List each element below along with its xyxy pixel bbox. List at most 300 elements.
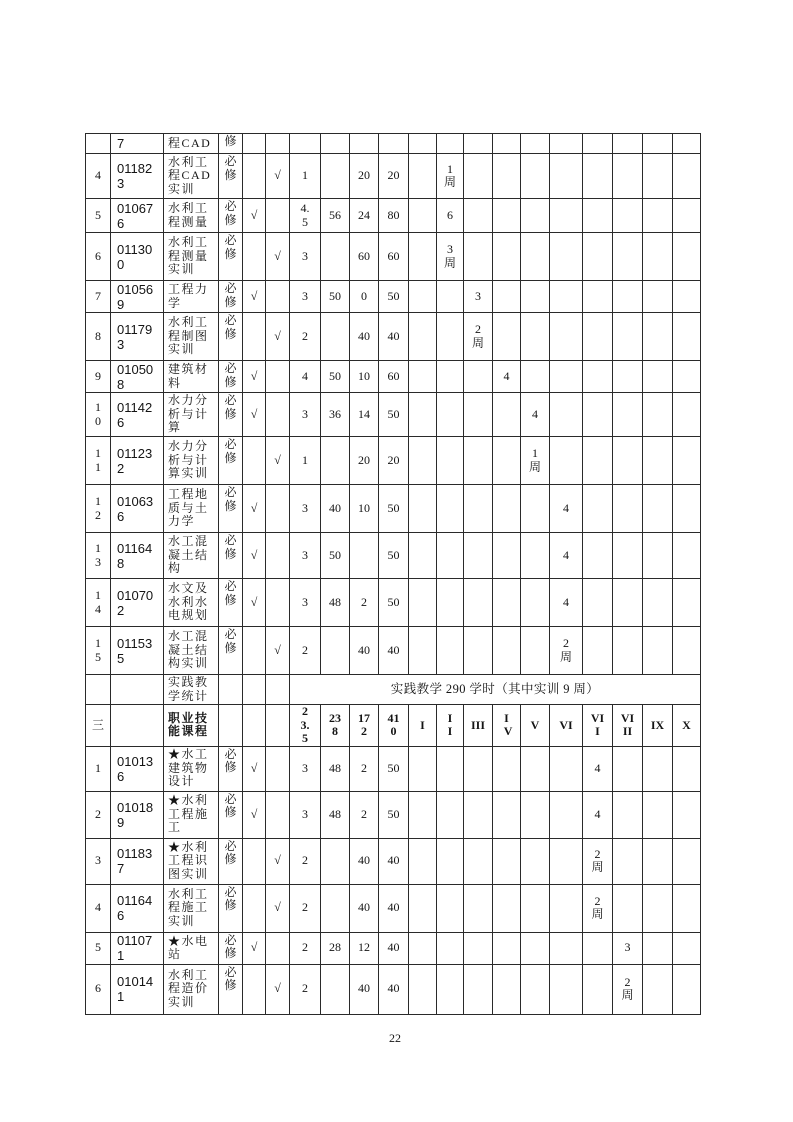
course-nature-text: 必修 xyxy=(224,361,237,389)
course-number-text: 3 xyxy=(95,853,101,868)
total-hours-text: 50 xyxy=(387,500,400,515)
course-code xyxy=(111,627,164,675)
exam-check xyxy=(243,884,266,932)
total-hours xyxy=(379,579,409,627)
theory-hours xyxy=(321,964,350,1014)
semester-10-cell xyxy=(673,281,701,313)
semester-5-cell xyxy=(521,313,550,361)
semester-header-3-text: III xyxy=(470,717,485,732)
theory-hours xyxy=(321,437,350,485)
course-code xyxy=(111,313,164,361)
semester-header-1-text: I xyxy=(420,717,425,732)
semester-3-cell xyxy=(464,485,493,533)
semester-4-cell xyxy=(493,233,521,281)
semester-6-cell xyxy=(550,884,583,932)
semester-1-cell xyxy=(409,199,437,233)
semester-header-3 xyxy=(464,705,493,747)
course-number-text: 1 xyxy=(95,760,101,775)
assessment-check-text: √ xyxy=(274,248,281,263)
semester-8-cell xyxy=(613,884,643,932)
semester-8-cell xyxy=(613,233,643,281)
theory-hours xyxy=(321,884,350,932)
semester-8-cell xyxy=(613,746,643,791)
course-number-text: 10 xyxy=(95,400,101,428)
section-title xyxy=(164,705,219,747)
semester-4-cell xyxy=(493,393,521,437)
total-hours xyxy=(379,791,409,838)
semester-1-cell xyxy=(409,233,437,281)
semester-4-cell xyxy=(493,838,521,884)
course-nature xyxy=(219,134,243,154)
semester-3-cell xyxy=(464,393,493,437)
credits xyxy=(290,964,321,1014)
semester-10-cell xyxy=(673,932,701,964)
semester-2-cell xyxy=(437,884,464,932)
course-name-text: 水力分析与计算 xyxy=(168,393,209,435)
course-code xyxy=(111,705,164,747)
semester-7-cell xyxy=(583,932,613,964)
semester-7-cell xyxy=(583,579,613,627)
semester-1-cell xyxy=(409,838,437,884)
semester-2-cell xyxy=(437,932,464,964)
course-number-text: 6 xyxy=(95,981,101,996)
semester-3-cell xyxy=(464,884,493,932)
credits-text: 2 xyxy=(301,981,308,996)
semester-8-cell xyxy=(613,485,643,533)
semester-3-cell-text: 2周 xyxy=(471,322,484,350)
course-name-text: 工程力学 xyxy=(168,282,209,310)
semester-4-cell xyxy=(493,964,521,1014)
course-name xyxy=(164,485,219,533)
semester-7-cell xyxy=(583,154,613,199)
course-row xyxy=(86,533,701,579)
total-hours xyxy=(379,154,409,199)
course-name-text: ★水利工程识图实训 xyxy=(168,839,209,881)
semester-7-cell xyxy=(583,393,613,437)
total-hours-text: 50 xyxy=(387,594,400,609)
semester-7-cell xyxy=(583,485,613,533)
theory-hours-text: 36 xyxy=(328,406,341,421)
semester-6-cell xyxy=(550,627,583,675)
credits xyxy=(290,884,321,932)
practice-hours-text: 24 xyxy=(357,207,370,222)
course-row xyxy=(86,746,701,791)
course-row xyxy=(86,884,701,932)
semester-4-cell xyxy=(493,313,521,361)
course-row xyxy=(86,485,701,533)
exam-check-text: √ xyxy=(250,940,258,955)
theory-hours xyxy=(321,627,350,675)
course-row xyxy=(86,579,701,627)
semester-5-cell xyxy=(521,199,550,233)
course-number-text: 4 xyxy=(95,168,101,183)
semester-7-cell-text: 2周 xyxy=(591,846,604,874)
semester-4-cell xyxy=(493,485,521,533)
exam-check xyxy=(243,485,266,533)
course-code-text: 011535 xyxy=(117,635,153,666)
credits xyxy=(290,579,321,627)
semester-6-cell xyxy=(550,134,583,154)
exam-check-text: √ xyxy=(250,288,258,303)
credits-text: 3 xyxy=(301,500,308,515)
course-code-text: 011646 xyxy=(117,893,153,923)
semester-6-cell xyxy=(550,281,583,313)
semester-5-cell xyxy=(521,233,550,281)
theory-hours xyxy=(321,199,350,233)
semester-8-cell xyxy=(613,313,643,361)
semester-8-cell xyxy=(613,134,643,154)
practice-hours xyxy=(350,361,379,393)
course-name xyxy=(164,627,219,675)
assessment-check xyxy=(266,579,290,627)
semester-3-cell xyxy=(464,134,493,154)
section-number xyxy=(86,705,111,747)
semester-9-cell xyxy=(643,884,673,932)
semester-2-cell-text: 3周 xyxy=(443,242,456,270)
credits xyxy=(290,485,321,533)
semester-6-cell xyxy=(550,437,583,485)
semester-header-4 xyxy=(493,705,521,747)
semester-7-cell-text: 4 xyxy=(594,760,601,775)
semester-9-cell xyxy=(643,199,673,233)
course-code-text: 011823 xyxy=(117,161,153,191)
practice-hours-text: 2 xyxy=(360,594,367,609)
course-number xyxy=(86,533,111,579)
semester-5-cell xyxy=(521,134,550,154)
credits xyxy=(290,134,321,154)
practice-hours-text: 40 xyxy=(357,642,370,657)
theory-hours xyxy=(321,134,350,154)
course-nature-text: 必修 xyxy=(224,393,237,421)
semester-4-cell xyxy=(493,281,521,313)
course-row xyxy=(86,393,701,437)
exam-check-text: √ xyxy=(250,806,258,821)
course-code-text: 010189 xyxy=(117,799,154,830)
exam-check xyxy=(243,154,266,199)
assessment-check-text: √ xyxy=(274,981,281,996)
semester-1-cell xyxy=(409,579,437,627)
total-hours xyxy=(379,838,409,884)
course-code-text: 7 xyxy=(117,136,125,151)
semester-8-cell xyxy=(613,361,643,393)
semester-header-8 xyxy=(613,705,643,747)
course-number-text: 2 xyxy=(95,806,101,821)
course-name-text: 工程地质与土力学 xyxy=(168,487,209,529)
course-code xyxy=(111,361,164,393)
assessment-check xyxy=(266,932,290,964)
exam-check-text: √ xyxy=(250,594,258,609)
theory-hours xyxy=(321,361,350,393)
semester-10-cell xyxy=(673,579,701,627)
semester-10-cell xyxy=(673,233,701,281)
semester-5-cell xyxy=(521,485,550,533)
practice-hours xyxy=(350,838,379,884)
exam-check xyxy=(243,932,266,964)
assessment-check xyxy=(266,233,290,281)
assessment-check xyxy=(266,134,290,154)
total-hours-text: 60 xyxy=(387,368,400,383)
practice-hours-text: 2 xyxy=(360,806,367,821)
course-code-text: 010569 xyxy=(117,281,154,312)
semester-6-cell xyxy=(550,838,583,884)
course-name-text: 水利工程制图实训 xyxy=(168,315,209,357)
course-name xyxy=(164,393,219,437)
credits-text: 3 xyxy=(301,288,308,303)
course-row xyxy=(86,627,701,675)
assessment-check xyxy=(266,437,290,485)
course-number xyxy=(86,675,111,705)
course-code-text: 011232 xyxy=(117,445,153,476)
semester-header-7-text: VII xyxy=(590,710,605,739)
course-row xyxy=(86,932,701,964)
semester-4-cell xyxy=(493,884,521,932)
course-nature-text: 必修 xyxy=(224,485,237,513)
semester-6-cell xyxy=(550,393,583,437)
semester-1-cell xyxy=(409,964,437,1014)
practice-hours-text: 40 xyxy=(357,981,370,996)
semester-10-cell xyxy=(673,746,701,791)
total-hours xyxy=(379,964,409,1014)
semester-8-cell xyxy=(613,437,643,485)
total-hours-text: 20 xyxy=(387,168,400,183)
total-hours xyxy=(379,627,409,675)
exam-check-text: √ xyxy=(250,207,258,222)
course-nature xyxy=(219,199,243,233)
course-name xyxy=(164,932,219,964)
course-name-text: 水文及水利水电规划 xyxy=(168,581,209,623)
credits-text: 3 xyxy=(301,760,308,775)
exam-check xyxy=(243,361,266,393)
semester-4-cell xyxy=(493,791,521,838)
course-name xyxy=(164,838,219,884)
exam-check xyxy=(243,134,266,154)
course-nature-text: 必修 xyxy=(224,932,237,960)
semester-7-cell-text: 4 xyxy=(594,806,601,821)
course-code xyxy=(111,579,164,627)
course-nature-text: 必修 xyxy=(224,627,237,655)
assessment-check xyxy=(266,838,290,884)
semester-10-cell xyxy=(673,533,701,579)
semester-header-5-text: V xyxy=(530,717,540,732)
credits-text: 4 xyxy=(301,368,308,383)
practice-hours-text: 12 xyxy=(357,940,370,955)
theory-hours xyxy=(321,313,350,361)
total-hours-text: 40 xyxy=(387,642,400,657)
semester-10-cell xyxy=(673,964,701,1014)
semester-9-cell xyxy=(643,437,673,485)
assessment-check-text: √ xyxy=(274,168,281,183)
practice-hours xyxy=(350,199,379,233)
credits xyxy=(290,393,321,437)
semester-2-cell xyxy=(437,627,464,675)
course-code xyxy=(111,791,164,838)
credits xyxy=(290,281,321,313)
course-number-text: 14 xyxy=(95,588,101,616)
credits xyxy=(290,746,321,791)
semester-4-cell xyxy=(493,361,521,393)
credits-text: 2 xyxy=(301,328,308,343)
semester-5-cell xyxy=(521,746,550,791)
credits-text: 3 xyxy=(301,248,308,263)
semester-6-cell xyxy=(550,199,583,233)
summary-text-text: 实践教学 290 学时（其中实训 9 周） xyxy=(390,681,600,696)
course-nature-text: 必修 xyxy=(224,838,237,866)
semester-10-cell xyxy=(673,154,701,199)
total-hours-text: 50 xyxy=(387,406,400,421)
course-nature xyxy=(219,393,243,437)
practice-hours xyxy=(350,437,379,485)
total-hours xyxy=(379,533,409,579)
section-theory-hours-text: 238 xyxy=(328,710,341,739)
semester-10-cell xyxy=(673,361,701,393)
course-number xyxy=(86,393,111,437)
total-hours-text: 40 xyxy=(387,853,400,868)
semester-5-cell xyxy=(521,791,550,838)
credits-text: 2 xyxy=(301,940,308,955)
semester-1-cell xyxy=(409,627,437,675)
semester-10-cell xyxy=(673,199,701,233)
course-number-text: 9 xyxy=(95,368,101,383)
assessment-check xyxy=(266,313,290,361)
semester-3-cell xyxy=(464,838,493,884)
semester-6-cell-text: 4 xyxy=(563,594,569,609)
semester-5-cell xyxy=(521,393,550,437)
practice-hours xyxy=(350,964,379,1014)
course-number-text: 12 xyxy=(95,494,101,522)
course-name-text: ★水利工程施工 xyxy=(168,793,209,835)
total-hours xyxy=(379,437,409,485)
semester-7-cell xyxy=(583,627,613,675)
semester-5-cell xyxy=(521,361,550,393)
total-hours xyxy=(379,313,409,361)
theory-hours-text: 50 xyxy=(328,368,341,383)
course-number xyxy=(86,791,111,838)
semester-1-cell xyxy=(409,746,437,791)
credits-text: 1 xyxy=(301,452,308,467)
course-number xyxy=(86,313,111,361)
exam-check xyxy=(243,313,266,361)
practice-hours xyxy=(350,313,379,361)
semester-9-cell xyxy=(643,361,673,393)
assessment-check-text: √ xyxy=(274,452,281,467)
semester-1-cell xyxy=(409,437,437,485)
semester-9-cell xyxy=(643,579,673,627)
semester-7-cell-text: 2周 xyxy=(591,893,604,921)
course-name-text: 水利工程测量实训 xyxy=(168,235,209,277)
semester-8-cell xyxy=(613,533,643,579)
course-number-text: 13 xyxy=(95,541,101,569)
course-code-text: 011300 xyxy=(117,241,153,272)
semester-5-cell xyxy=(521,437,550,485)
semester-7-cell xyxy=(583,884,613,932)
total-hours xyxy=(379,485,409,533)
course-row xyxy=(86,199,701,233)
semester-4-cell xyxy=(493,627,521,675)
semester-2-cell xyxy=(437,485,464,533)
course-row xyxy=(86,361,701,393)
semester-5-cell xyxy=(521,627,550,675)
semester-2-cell xyxy=(437,579,464,627)
course-nature xyxy=(219,361,243,393)
course-number xyxy=(86,746,111,791)
credits xyxy=(290,154,321,199)
credits-text: 2 xyxy=(301,900,308,915)
semester-10-cell xyxy=(673,134,701,154)
semester-4-cell xyxy=(493,746,521,791)
course-code xyxy=(111,964,164,1014)
course-nature xyxy=(219,281,243,313)
course-name xyxy=(164,233,219,281)
course-name xyxy=(164,134,219,154)
course-number-text: 15 xyxy=(95,636,101,664)
course-nature xyxy=(219,964,243,1014)
course-nature-text: 必修 xyxy=(224,437,237,465)
course-code-text: 010636 xyxy=(117,493,154,524)
semester-7-cell xyxy=(583,233,613,281)
practice-hours xyxy=(350,579,379,627)
credits xyxy=(290,361,321,393)
practice-hours-text: 20 xyxy=(357,168,370,183)
semester-6-cell-text: 4 xyxy=(563,547,569,562)
total-hours-text: 40 xyxy=(387,940,400,955)
semester-header-6 xyxy=(550,705,583,747)
practice-hours xyxy=(350,393,379,437)
semester-8-cell xyxy=(613,154,643,199)
theory-hours xyxy=(321,233,350,281)
practice-hours xyxy=(350,233,379,281)
practice-hours xyxy=(350,533,379,579)
semester-5-cell-text: 1周 xyxy=(528,446,541,474)
course-nature-text: 必修 xyxy=(224,533,237,561)
course-name xyxy=(164,579,219,627)
course-nature xyxy=(219,838,243,884)
credits-text: 4.5 xyxy=(300,201,310,229)
course-row xyxy=(86,838,701,884)
semester-6-cell xyxy=(550,746,583,791)
exam-check-text: √ xyxy=(250,368,258,383)
course-row xyxy=(86,437,701,485)
semester-header-10-text: X xyxy=(682,717,691,732)
semester-6-cell xyxy=(550,791,583,838)
section-total-hours xyxy=(379,705,409,747)
semester-3-cell xyxy=(464,964,493,1014)
course-name-text: 水工混凝土结构实训 xyxy=(168,629,209,671)
semester-6-cell xyxy=(550,964,583,1014)
course-nature xyxy=(219,437,243,485)
credits-text: 3 xyxy=(301,547,308,562)
course-row xyxy=(86,964,701,1014)
course-name xyxy=(164,746,219,791)
semester-8-cell xyxy=(613,964,643,1014)
course-nature-text: 必修 xyxy=(224,964,237,992)
semester-6-cell xyxy=(550,233,583,281)
credits-text: 3 xyxy=(301,594,308,609)
practice-hours-text: 2 xyxy=(360,760,367,775)
course-name-text: 水利工程造价实训 xyxy=(168,967,209,1009)
semester-4-cell xyxy=(493,932,521,964)
credits-text: 3 xyxy=(301,806,308,821)
course-number xyxy=(86,627,111,675)
course-name xyxy=(164,154,219,199)
semester-9-cell xyxy=(643,746,673,791)
exam-check xyxy=(243,233,266,281)
course-nature-text: 必修 xyxy=(224,579,237,607)
course-code xyxy=(111,675,164,705)
semester-5-cell xyxy=(521,281,550,313)
semester-1-cell xyxy=(409,361,437,393)
semester-3-cell xyxy=(464,791,493,838)
exam-check xyxy=(243,627,266,675)
